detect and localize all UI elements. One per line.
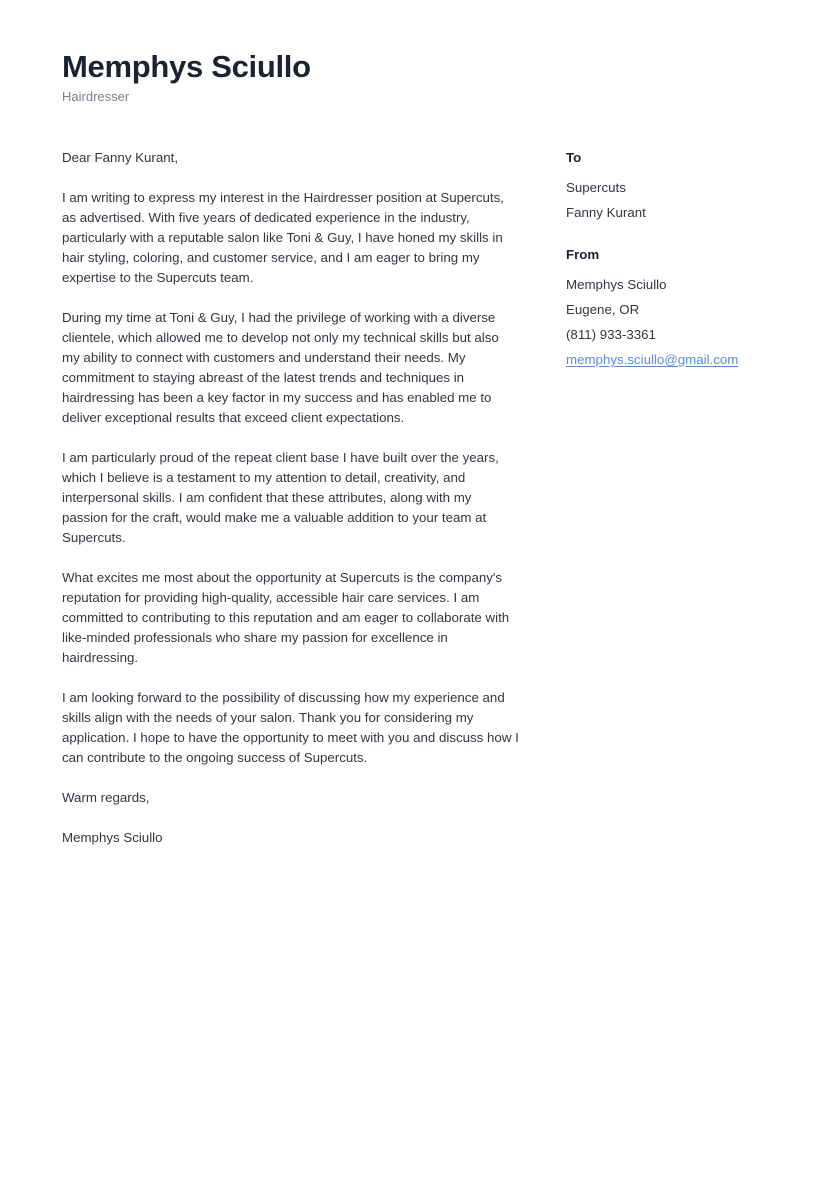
sender-block — [566, 245, 786, 370]
recipient-company: Supercuts — [566, 180, 626, 195]
from-heading: From — [566, 247, 600, 262]
body-paragraph: What excites me most about the opportunity at Supercuts is the company's reputation for providing high-quality, accessible hair care services. I am committed to contributing to this reputation and am eager to collaborate with like-minded professionals who share my passion for excellence in hairdressing. — [62, 570, 510, 665]
recipient-block — [566, 148, 786, 223]
sender-phone: (811) 933-3361 — [566, 327, 656, 342]
applicant-job-title: Hairdresser — [62, 88, 130, 104]
sender-location: Eugene, OR — [566, 302, 640, 317]
body-paragraph: During my time at Toni & Guy, I had the privilege of working with a diverse clientele, which allowed me to develop not only my technical skills but also my ability to connect with customers and understand their needs. My commitment to staying abreast of the latest trends and techniques in hairdressing has been a key factor in my success and has enabled me to deliver exceptional results that exceed client expectations. — [62, 310, 499, 425]
to-heading: To — [566, 150, 582, 165]
letter-sidebar — [566, 148, 786, 370]
letter-body — [62, 148, 520, 848]
applicant-name: Memphys Sciullo — [62, 49, 311, 84]
recipient-name: Fanny Kurant — [566, 205, 646, 220]
body-paragraph: I am particularly proud of the repeat client base I have built over the years, which I believe is a testament to my attention to detail, creativity, and interpersonal skills. I am confident that these attributes, along with my passion for the craft, would make me a valuable addition to your team at Supercuts. — [62, 450, 499, 545]
closing-line: Warm regards, — [62, 790, 150, 805]
body-paragraph: I am writing to express my interest in the Hairdresser position at Supercuts, as advertised. With five years of dedicated experience in the industry, particularly with a reputable salon like Toni & Guy, I have honed my skills in hair styling, coloring, and customer service, and I am eager to bring my expertise to the Supercuts team. — [62, 190, 504, 285]
signature-name: Memphys Sciullo — [62, 830, 163, 845]
salutation: Dear Fanny Kurant, — [62, 150, 179, 165]
letter-header — [62, 50, 662, 106]
body-paragraph: I am looking forward to the possibility of discussing how my experience and skills align with the needs of your salon. Thank you for considering my application. I hope to have the opportunity to meet with you and discuss how I can contribute to the ongoing success of Supercuts. — [62, 690, 519, 765]
sender-name: Memphys Sciullo — [566, 277, 667, 292]
sender-email-link[interactable]: memphys.sciullo@gmail.com — [566, 352, 739, 367]
